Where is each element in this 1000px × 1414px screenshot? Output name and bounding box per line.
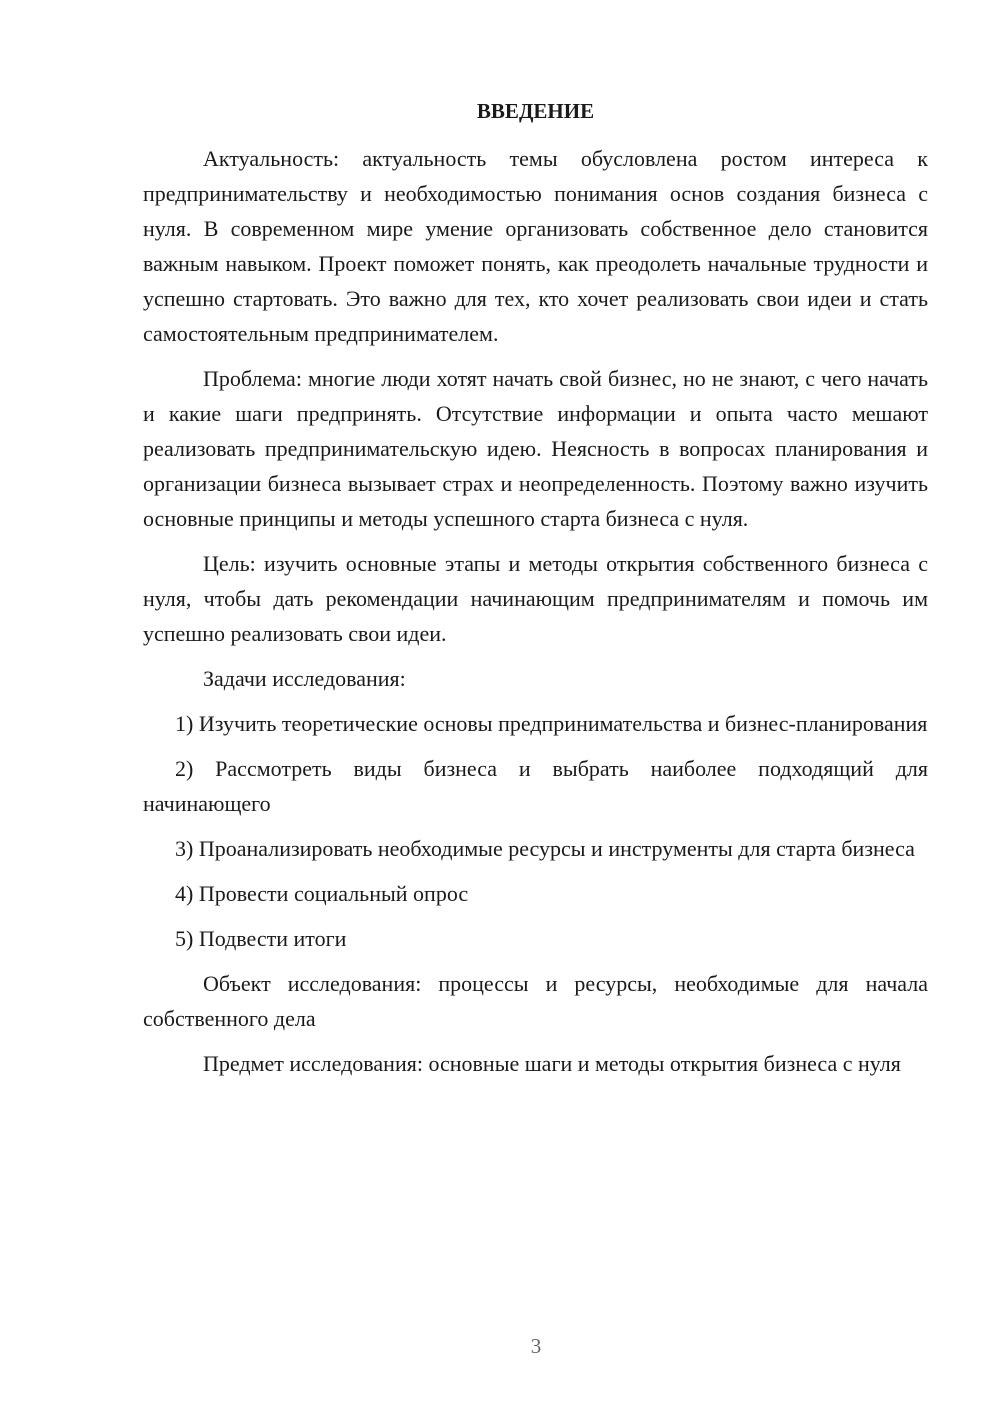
task-item: 4) Провести социальный опрос bbox=[175, 881, 469, 906]
task-item: 1) Изучить теоретические основы предпринимательства и бизнес-планирования bbox=[175, 711, 928, 736]
task-item: 5) Подвести итоги bbox=[175, 926, 347, 951]
object-paragraph: Объект исследования: процессы и ресурсы, необходимые для начала собственного дела bbox=[143, 971, 928, 1031]
goal-paragraph: Цель: изучить основные этапы и методы открытия собственного бизнеса с нуля, чтобы дать рекомендации начинающим предпринимателям и помочь им успешно реализовать свои идеи. bbox=[143, 551, 928, 646]
document-page bbox=[143, 95, 928, 1091]
problem-paragraph: Проблема: многие люди хотят начать свой бизнес, но не знают, с чего начать и какие шаги предпринять. Отсутствие информации и опыта часто мешают реализовать предпринимательскую идею. Неясность в вопросах планирования и организации бизнеса вызывает страх и неопределенность. Поэтому важно изучить основные принципы и методы успешного старта бизнеса с нуля. bbox=[143, 366, 928, 531]
section-heading: ВВЕДЕНИЕ bbox=[476, 99, 595, 123]
page-number: 3 bbox=[530, 1334, 542, 1358]
tasks-title: Задачи исследования: bbox=[203, 666, 406, 691]
task-item: 3) Проанализировать необходимые ресурсы и инструменты для старта бизнеса bbox=[175, 836, 915, 861]
relevance-paragraph: Актуальность: актуальность темы обусловлена ростом интереса к предпринимательству и необходимостью понимания основ создания бизнеса с нуля. В современном мире умение организовать собственное дело становится важным навыком. Проект поможет понять, как преодолеть начальные трудности и успешно стартовать. Это важно для тех, кто хочет реализовать свои идеи и стать самостоятельным предпринимателем. bbox=[143, 146, 928, 346]
task-item: 2) Рассмотреть виды бизнеса и выбрать наиболее подходящий для начинающего bbox=[143, 756, 928, 816]
subject-paragraph: Предмет исследования: основные шаги и методы открытия бизнеса с нуля bbox=[203, 1051, 901, 1076]
